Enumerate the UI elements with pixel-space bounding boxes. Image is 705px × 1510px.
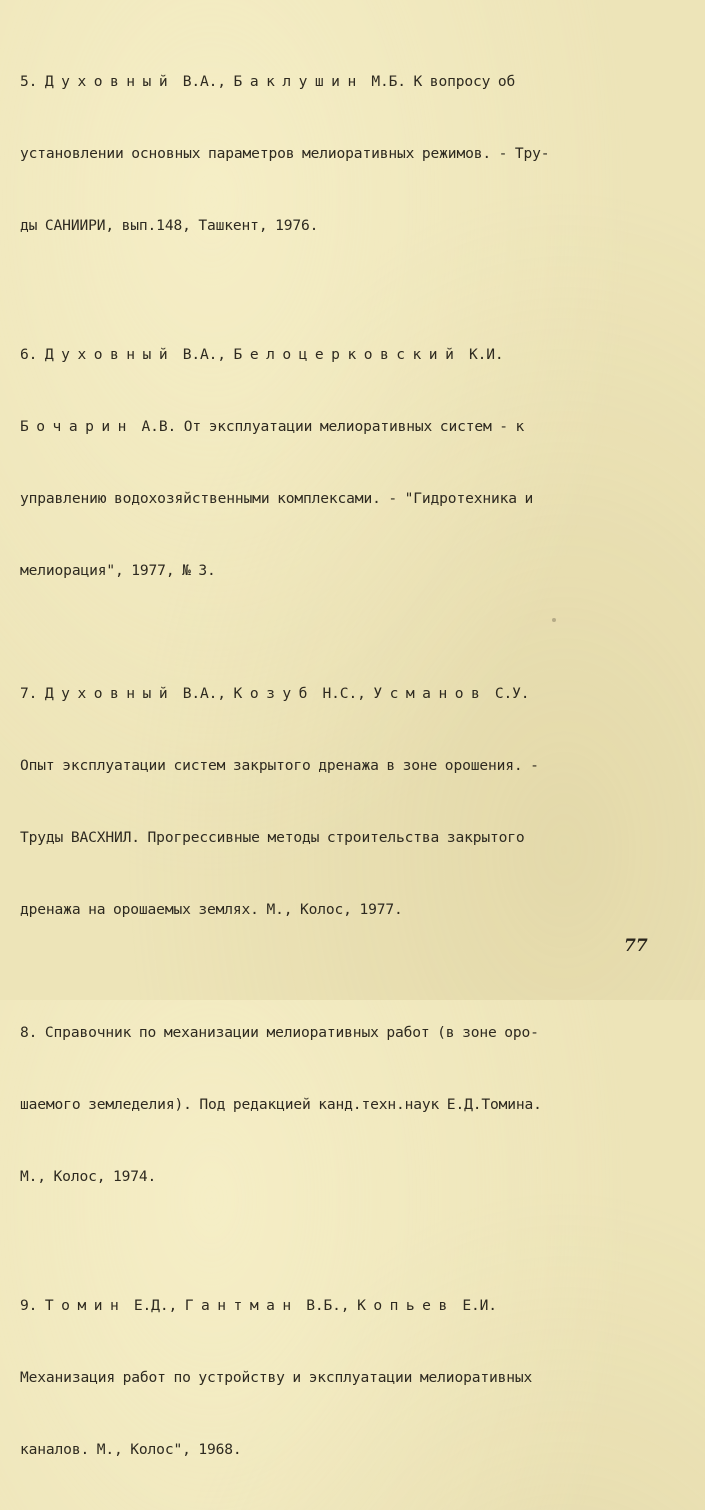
reference-9-line-3: каналов. М., Колос", 1968.	[20, 1441, 242, 1458]
reference-7-line-4: дренажа на орошаемых землях. М., Колос, 1977.	[20, 901, 403, 918]
reference-5-line-1: 5. Д у х о в н ы й В.А., Б а к л у ш и н М.Б. К вопросу об	[20, 73, 516, 90]
paper-speck	[552, 618, 556, 622]
reference-item-8	[20, 973, 660, 1237]
reference-item-6	[20, 295, 660, 631]
reference-6-line-4: мелиорация", 1977, № 3.	[20, 562, 216, 579]
reference-5-line-2: установлении основных параметров мелиоративных режимов. - Тру-	[20, 145, 550, 162]
reference-9-line-1: 9. Т о м и н Е.Д., Г а н т м а н В.Б., К о п ь е в Е.И.	[20, 1297, 497, 1314]
reference-5-line-3: ды САНИИРИ, вып.148, Ташкент, 1976.	[20, 217, 319, 234]
reference-7-line-1: 7. Д у х о в н ы й В.А., К о з у б Н.С., У с м а н о в С.У.	[20, 685, 530, 702]
reference-7-line-3: Труды ВАСХНИЛ. Прогрессивные методы строительства закрытого	[20, 829, 525, 846]
page-number: 77	[624, 936, 648, 956]
reference-6-line-2: Б о ч а р и н А.В. От эксплуатации мелиоративных систем - к	[20, 418, 525, 435]
reference-item-9	[20, 1246, 660, 1510]
reference-8-line-1: 8. Справочник по механизации мелиоративных работ (в зоне оро-	[20, 1024, 539, 1041]
reference-6-line-1: 6. Д у х о в н ы й В.А., Б е л о ц е р к о в с к и й К.И.	[20, 346, 504, 363]
reference-list	[20, 22, 660, 1510]
reference-9-line-2: Механизация работ по устройству и эксплуатации мелиоративных	[20, 1369, 533, 1386]
reference-6-line-3: управлению водохозяйственными комплексами. - "Гидротехника и	[20, 490, 534, 507]
reference-item-7	[20, 634, 660, 970]
reference-7-line-2: Опыт эксплуатации систем закрытого дренажа в зоне орошения. -	[20, 757, 539, 774]
reference-8-line-2: шаемого земледелия). Под редакцией канд.техн.наук Е.Д.Томина.	[20, 1096, 542, 1113]
reference-8-line-3: М., Колос, 1974.	[20, 1168, 157, 1185]
reference-item-5	[20, 22, 660, 286]
